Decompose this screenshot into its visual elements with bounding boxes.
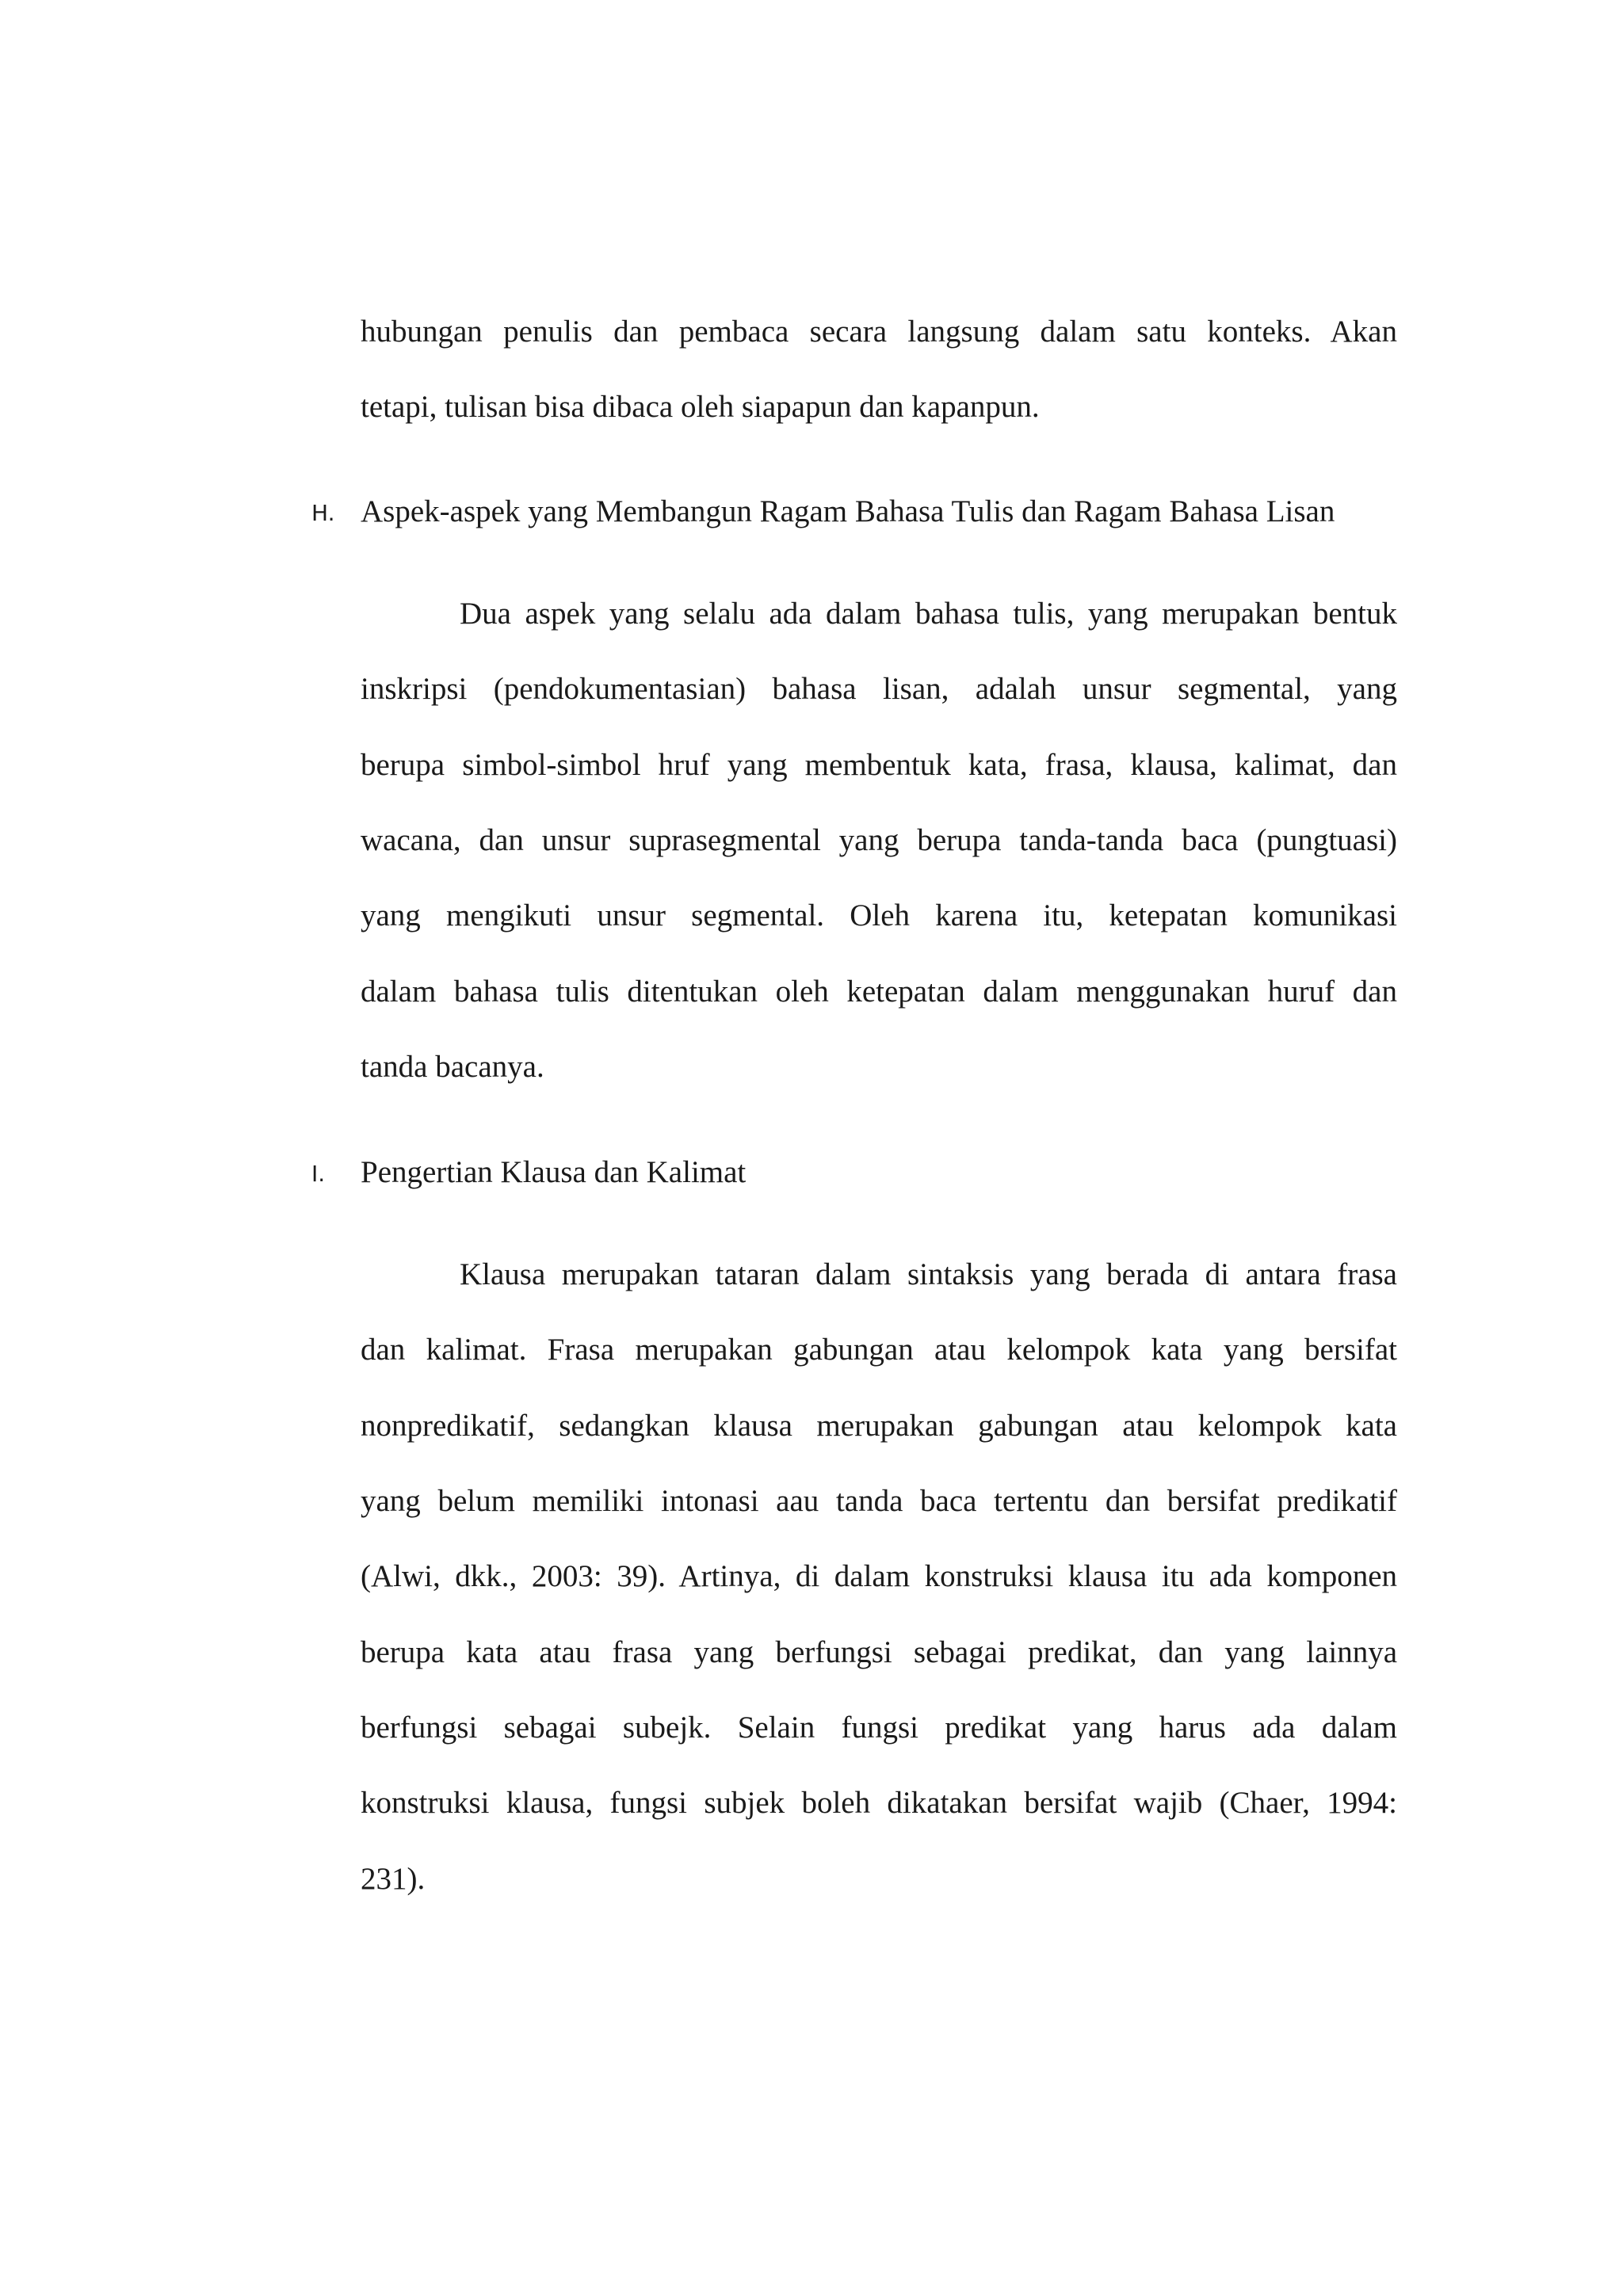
paragraph-line: berupa simbol-simbol hruf yang membentuk kata, frasa, klausa, kalimat, dan — [361, 748, 1397, 782]
section-i-marker: I. — [311, 1161, 326, 1187]
paragraph-line: hubungan penulis dan pembaca secara langsung dalam satu konteks. Akan — [361, 315, 1397, 349]
paragraph-line: yang mengikuti unsur segmental. Oleh karena itu, ketepatan komunikasi — [361, 898, 1397, 933]
paragraph-line: inskripsi (pendokumentasian) bahasa lisan, adalah unsur segmental, yang — [361, 672, 1397, 706]
paragraph-line: konstruksi klausa, fungsi subjek boleh dikatakan bersifat wajib (Chaer, 1994: — [361, 1786, 1397, 1820]
section-h-marker: H. — [311, 500, 335, 526]
paragraph-line: 231). — [361, 1862, 426, 1896]
paragraph-line: Dua aspek yang selalu ada dalam bahasa tulis, yang merupakan bentuk — [460, 597, 1397, 631]
paragraph-line: (Alwi, dkk., 2003: 39). Artinya, di dalam konstruksi klausa itu ada komponen — [361, 1559, 1397, 1593]
paragraph-line: wacana, dan unsur suprasegmental yang berupa tanda-tanda baca (pungtuasi) — [361, 823, 1397, 857]
section-i-heading: Pengertian Klausa dan Kalimat — [361, 1155, 747, 1189]
paragraph-line: tanda bacanya. — [361, 1050, 544, 1084]
paragraph-line: berfungsi sebagai subejk. Selain fungsi predikat yang harus ada dalam — [361, 1711, 1397, 1745]
paragraph-line: dalam bahasa tulis ditentukan oleh ketepatan dalam menggunakan huruf dan — [361, 974, 1397, 1009]
paragraph-line: berupa kata atau frasa yang berfungsi sebagai predikat, dan yang lainnya — [361, 1635, 1397, 1669]
section-h-heading: Aspek-aspek yang Membangun Ragam Bahasa Tulis dan Ragam Bahasa Lisan — [361, 494, 1335, 528]
paragraph-line: Klausa merupakan tataran dalam sintaksis yang berada di antara frasa — [460, 1257, 1397, 1291]
paragraph-line: nonpredikatif, sedangkan klausa merupakan gabungan atau kelompok kata — [361, 1409, 1397, 1443]
paragraph-line: yang belum memiliki intonasi aau tanda baca tertentu dan bersifat predikatif — [361, 1484, 1397, 1518]
paragraph-line: dan kalimat. Frasa merupakan gabungan atau kelompok kata yang bersifat — [361, 1333, 1397, 1367]
paragraph-line: tetapi, tulisan bisa dibaca oleh siapapun dan kapanpun. — [361, 390, 1040, 424]
